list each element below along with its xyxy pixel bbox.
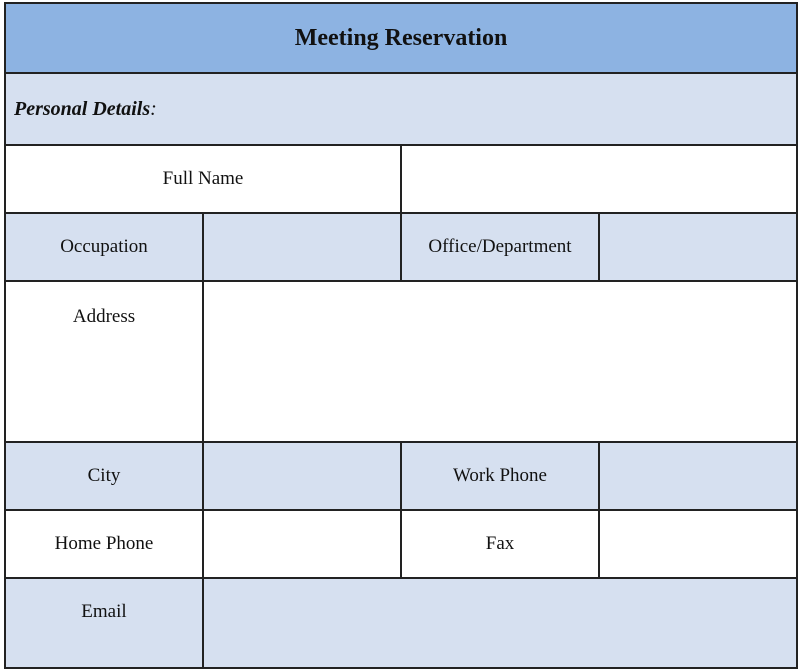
city-field[interactable] [203,442,401,510]
home-phone-row [5,510,797,578]
work-phone-value[interactable] [600,443,796,509]
city-value[interactable] [204,443,400,509]
fax-field[interactable] [599,510,797,578]
office-department-value[interactable] [600,214,796,280]
form-title: Meeting Reservation [5,3,797,73]
city-row [5,442,797,510]
address-value[interactable] [204,282,796,441]
title-row [5,3,797,73]
section-heading [5,73,797,145]
section-row [5,73,797,145]
home-phone-field[interactable] [203,510,401,578]
office-department-label: Office/Department [401,213,599,281]
home-phone-label: Home Phone [5,510,203,578]
home-phone-value[interactable] [204,511,400,577]
address-label: Address [5,281,203,442]
office-department-field[interactable] [599,213,797,281]
address-field[interactable] [203,281,797,442]
fax-value[interactable] [600,511,796,577]
meeting-reservation-form [4,2,798,669]
city-label: City [5,442,203,510]
email-label: Email [5,578,203,668]
work-phone-field[interactable] [599,442,797,510]
section-heading-colon: : [150,97,157,120]
full-name-row [5,145,797,213]
email-field[interactable] [203,578,797,668]
work-phone-label: Work Phone [401,442,599,510]
full-name-label: Full Name [5,145,401,213]
address-row [5,281,797,442]
email-row [5,578,797,668]
email-value[interactable] [204,579,796,667]
full-name-field[interactable] [401,145,797,213]
occupation-row [5,213,797,281]
occupation-label: Occupation [5,213,203,281]
occupation-value[interactable] [204,214,400,280]
occupation-field[interactable] [203,213,401,281]
section-heading-label: Personal Details [14,97,151,120]
full-name-value[interactable] [402,146,796,212]
fax-label: Fax [401,510,599,578]
